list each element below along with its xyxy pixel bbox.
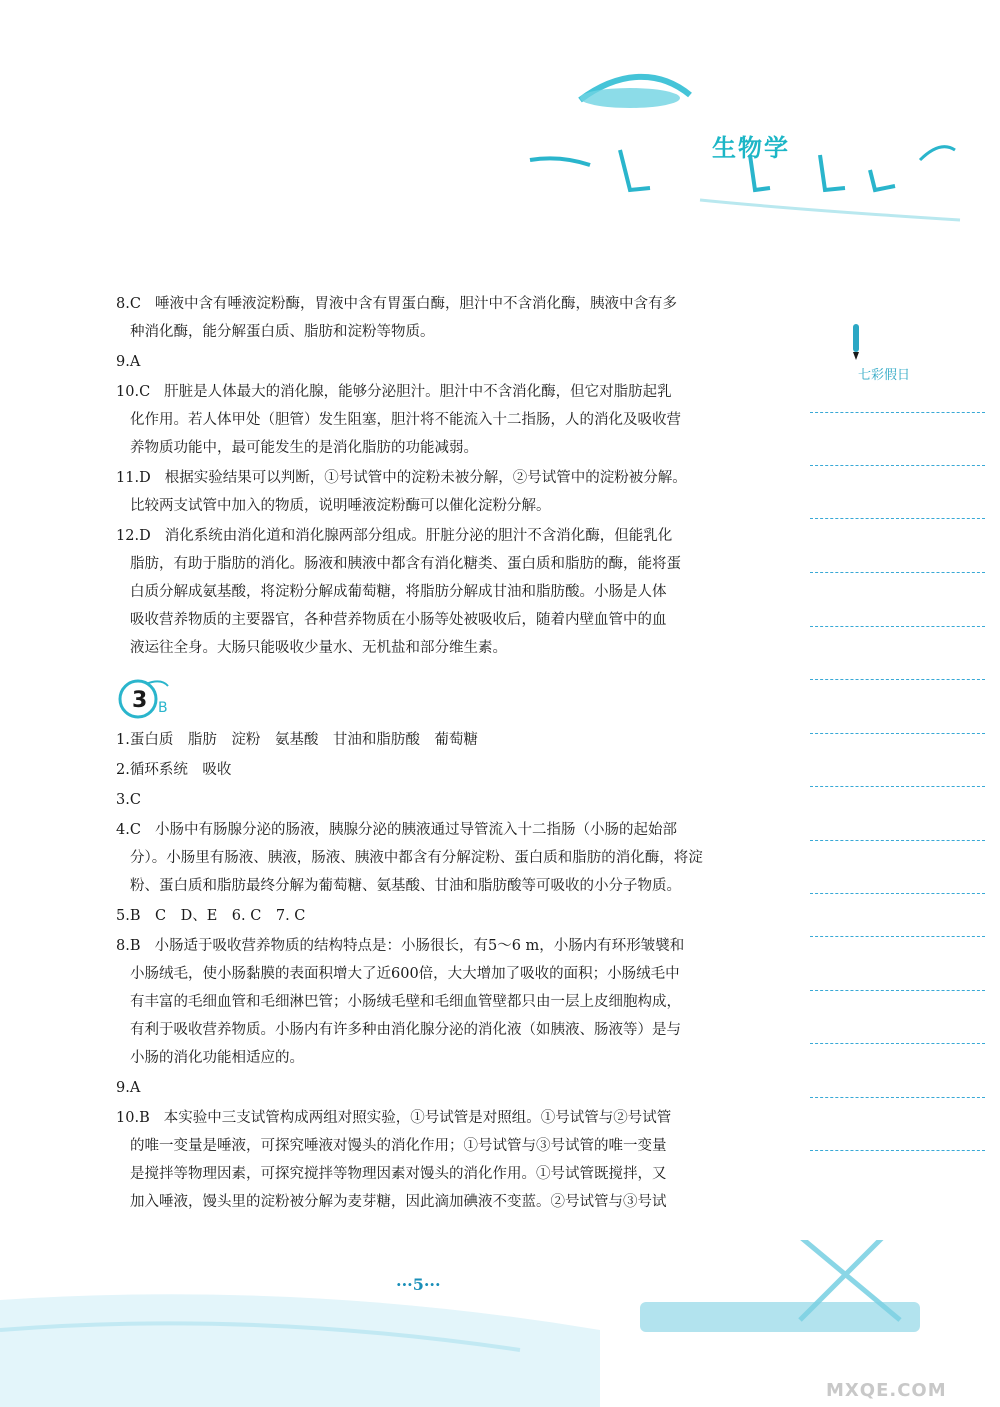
answer-item xyxy=(116,816,756,900)
section-letter: B xyxy=(158,700,168,716)
answer-item xyxy=(116,726,756,754)
item-answer: D xyxy=(139,470,151,486)
item-explanation-line: 本实验中三支试管构成两组对照实验，①号试管是对照组。①号试管与②号试管 xyxy=(163,1110,672,1126)
item-answer: B xyxy=(129,938,141,954)
item-answer: 循环系统 吸收 xyxy=(129,762,232,778)
item-number: 2. xyxy=(116,762,130,778)
item-explanation-line: 消化系统由消化道和消化腺两部分组成。肝脏分泌的胆汁不含消化酶，但能乳化 xyxy=(164,528,673,544)
item-explanation-line: 有丰富的毛细血管和毛细淋巴管；小肠绒毛壁和毛细血管壁都只由一层上皮细胞构成， xyxy=(130,994,681,1010)
answer-item xyxy=(116,786,756,814)
item-explanation-line: 种消化酶，能分解蛋白质、脂肪和淀粉等物质。 xyxy=(130,324,435,340)
item-answer: B xyxy=(139,1110,150,1126)
answer-item xyxy=(116,1074,756,1102)
item-number: 8. xyxy=(116,938,130,954)
item-number: 1. xyxy=(116,732,130,748)
item-answer: 蛋白质 脂肪 淀粉 氨基酸 甘油和脂肪酸 葡萄糖 xyxy=(129,732,478,748)
answer-item xyxy=(116,290,756,346)
item-number: 9. xyxy=(116,354,130,370)
item-explanation-line: 有利于吸收营养物质。小肠内有许多种由消化腺分泌的消化液（如胰液、肠液等）是与 xyxy=(130,1022,681,1038)
item-explanation-line: 肝脏是人体最大的消化腺，能够分泌胆汁。胆汁中不含消化酶，但它对脂肪起乳 xyxy=(164,384,672,400)
item-number: 4. xyxy=(116,822,130,838)
item-explanation-line: 比较两支试管中加入的物质，说明唾液淀粉酶可以催化淀粉分解。 xyxy=(130,498,551,514)
item-explanation-line: 小肠适于吸收营养物质的结构特点是：小肠很长，有5～6 m，小肠内有环形皱襞和 xyxy=(154,938,685,954)
item-explanation-line: 加入唾液，馒头里的淀粉被分解为麦芽糖，因此滴加碘液不变蓝。②号试管与③号试 xyxy=(130,1194,667,1210)
item-number: 9. xyxy=(116,1080,130,1096)
item-number: 8. xyxy=(116,296,130,312)
answer-item xyxy=(116,522,756,662)
item-explanation-line: 小肠绒毛，使小肠黏膜的表面积增大了近600倍，大大增加了吸收的面积；小肠绒毛中 xyxy=(130,966,680,982)
item-explanation-line: 养物质功能中，最可能发生的是消化脂肪的功能减弱。 xyxy=(130,440,478,456)
page-number: ···5··· xyxy=(396,1275,441,1294)
item-explanation-line: 化作用。若人体甲处（胆管）发生阻塞，胆汁将不能流入十二指肠，人的消化及吸收营 xyxy=(130,412,681,428)
item-number: 11. xyxy=(116,470,140,486)
note-lines xyxy=(810,0,985,1407)
answer-item xyxy=(116,348,756,376)
item-explanation-line: 小肠中有肠腺分泌的肠液，胰腺分泌的胰液通过导管流入十二指肠（小肠的起始部 xyxy=(154,822,677,838)
item-explanation-line: 是搅拌等物理因素，可探究搅拌等物理因素对馒头的消化作用。①号试管既搅拌，又 xyxy=(130,1166,667,1182)
item-explanation-line: 粉、蛋白质和脂肪最终分解为葡萄糖、氨基酸、甘油和脂肪酸等可吸收的小分子物质。 xyxy=(130,878,681,894)
item-answer: C xyxy=(129,296,141,312)
item-explanation-line: 唾液中含有唾液淀粉酶，胃液中含有胃蛋白酶，胆汁中不含消化酶，胰液中含有多 xyxy=(154,296,677,312)
item-explanation-line: 吸收营养物质的主要器官，各种营养物质在小肠等处被吸收后，随着内壁血管中的血 xyxy=(130,612,667,628)
item-explanation-line: 脂肪，有助于脂肪的消化。肠液和胰液中都含有消化糖类、蛋白质和脂肪的酶，能将蛋 xyxy=(130,556,681,572)
item-explanation-line: 分）。小肠里有肠液、胰液，肠液、胰液中都含有分解淀粉、蛋白质和脂肪的消化酶，将淀 xyxy=(130,850,703,866)
items-group-b xyxy=(116,726,756,1216)
item-number: 3. xyxy=(116,792,130,808)
item-explanation-line: 小肠的消化功能相适应的。 xyxy=(130,1050,304,1066)
answer-item xyxy=(116,756,756,784)
item-number: 10. xyxy=(116,1110,140,1126)
item-answer: C xyxy=(129,822,141,838)
section-badge-icon xyxy=(116,676,186,722)
item-answer: A xyxy=(129,1080,141,1096)
item-explanation-line: 根据实验结果可以判断，①号试管中的淀粉未被分解，②号试管中的淀粉被分解。 xyxy=(164,470,687,486)
item-explanation-line: 白质分解成氨基酸，将淀粉分解成葡萄糖，将脂肪分解成甘油和脂肪酸。小肠是人体 xyxy=(130,584,667,600)
item-number: 5. xyxy=(116,908,130,924)
sidebar-label: 七彩假日 xyxy=(858,368,911,383)
item-answer: B C D、E 6. C 7. C xyxy=(129,908,306,924)
answer-item xyxy=(116,1104,756,1216)
subject-title: 生物学 xyxy=(712,134,790,162)
section-b-header xyxy=(116,676,756,722)
item-number: 10. xyxy=(116,384,140,400)
answer-item xyxy=(116,378,756,462)
section-number: 3 xyxy=(132,688,148,713)
item-explanation-line: 液运往全身。大肠只能吸收少量水、无机盐和部分维生素。 xyxy=(130,640,507,656)
item-number: 12. xyxy=(116,528,140,544)
item-answer: D xyxy=(139,528,151,544)
item-answer: A xyxy=(129,354,141,370)
answer-item xyxy=(116,464,756,520)
item-answer: C xyxy=(139,384,151,400)
answer-content xyxy=(116,290,756,1218)
watermark-text: MXQE.COM xyxy=(826,1380,947,1401)
item-answer: C xyxy=(129,792,141,808)
items-group-a xyxy=(116,290,756,662)
item-explanation-line: 的唯一变量是唾液，可探究唾液对馒头的消化作用；①号试管与③号试管的唯一变量 xyxy=(130,1138,667,1154)
answer-item xyxy=(116,902,756,930)
answer-item xyxy=(116,932,756,1072)
